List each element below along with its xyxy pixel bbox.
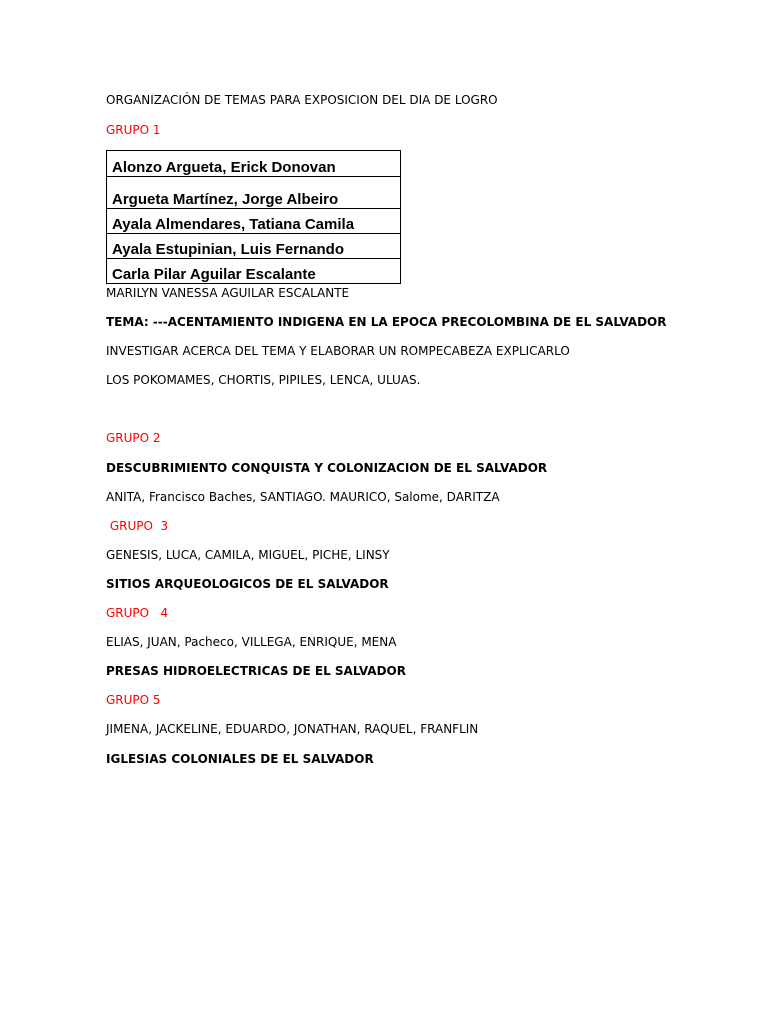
table-row xyxy=(107,209,401,234)
table-row xyxy=(107,177,401,209)
member-name: Carla Pilar Aguilar Escalante xyxy=(107,259,401,284)
table-row xyxy=(107,234,401,259)
member-name: Ayala Estupinian, Luis Fernando xyxy=(107,234,401,259)
group-5-members: JIMENA, JACKELINE, EDUARDO, JONATHAN, RAQUEL, FRANFLIN xyxy=(106,722,479,736)
group-2-members: ANITA, Francisco Baches, SANTIAGO. MAURICO, Salome, DARITZA xyxy=(106,490,500,504)
group-4-heading: GRUPO 4 xyxy=(106,606,169,620)
group-1-peoples: LOS POKOMAMES, CHORTIS, PIPILES, LENCA, ULUAS. xyxy=(106,373,421,387)
member-name: Ayala Almendares, Tatiana Camila xyxy=(107,209,401,234)
group-5-heading: GRUPO 5 xyxy=(106,693,161,707)
group-5-topic: IGLESIAS COLONIALES DE EL SALVADOR xyxy=(106,752,374,766)
group-2-topic: DESCUBRIMIENTO CONQUISTA Y COLONIZACION DE EL SALVADOR xyxy=(106,461,548,475)
group-1-extra-member: MARILYN VANESSA AGUILAR ESCALANTE xyxy=(106,286,350,300)
group-1-instructions: INVESTIGAR ACERCA DEL TEMA Y ELABORAR UN ROMPECABEZA EXPLICARLO xyxy=(106,344,570,358)
member-name: Argueta Martínez, Jorge Albeiro xyxy=(107,177,401,209)
member-name: Alonzo Argueta, Erick Donovan xyxy=(107,151,401,177)
group-1-heading: GRUPO 1 xyxy=(106,123,161,137)
group-3-heading: GRUPO 3 xyxy=(106,519,169,533)
group-3-members: GENESIS, LUCA, CAMILA, MIGUEL, PICHE, LINSY xyxy=(106,548,390,562)
group-2-heading: GRUPO 2 xyxy=(106,431,161,445)
group-3-topic: SITIOS ARQUEOLOGICOS DE EL SALVADOR xyxy=(106,577,389,591)
table-row xyxy=(107,151,401,177)
group-4-members: ELIAS, JUAN, Pacheco, VILLEGA, ENRIQUE, MENA xyxy=(106,635,397,649)
group-1-members-table xyxy=(106,150,401,284)
group-1-topic: TEMA: ---ACENTAMIENTO INDIGENA EN LA EPOCA PRECOLOMBINA DE EL SALVADOR xyxy=(106,315,667,329)
table-row xyxy=(107,259,401,284)
document-title: ORGANIZACIÓN DE TEMAS PARA EXPOSICION DEL DIA DE LOGRO xyxy=(106,93,498,107)
group-4-topic: PRESAS HIDROELECTRICAS DE EL SALVADOR xyxy=(106,664,406,678)
